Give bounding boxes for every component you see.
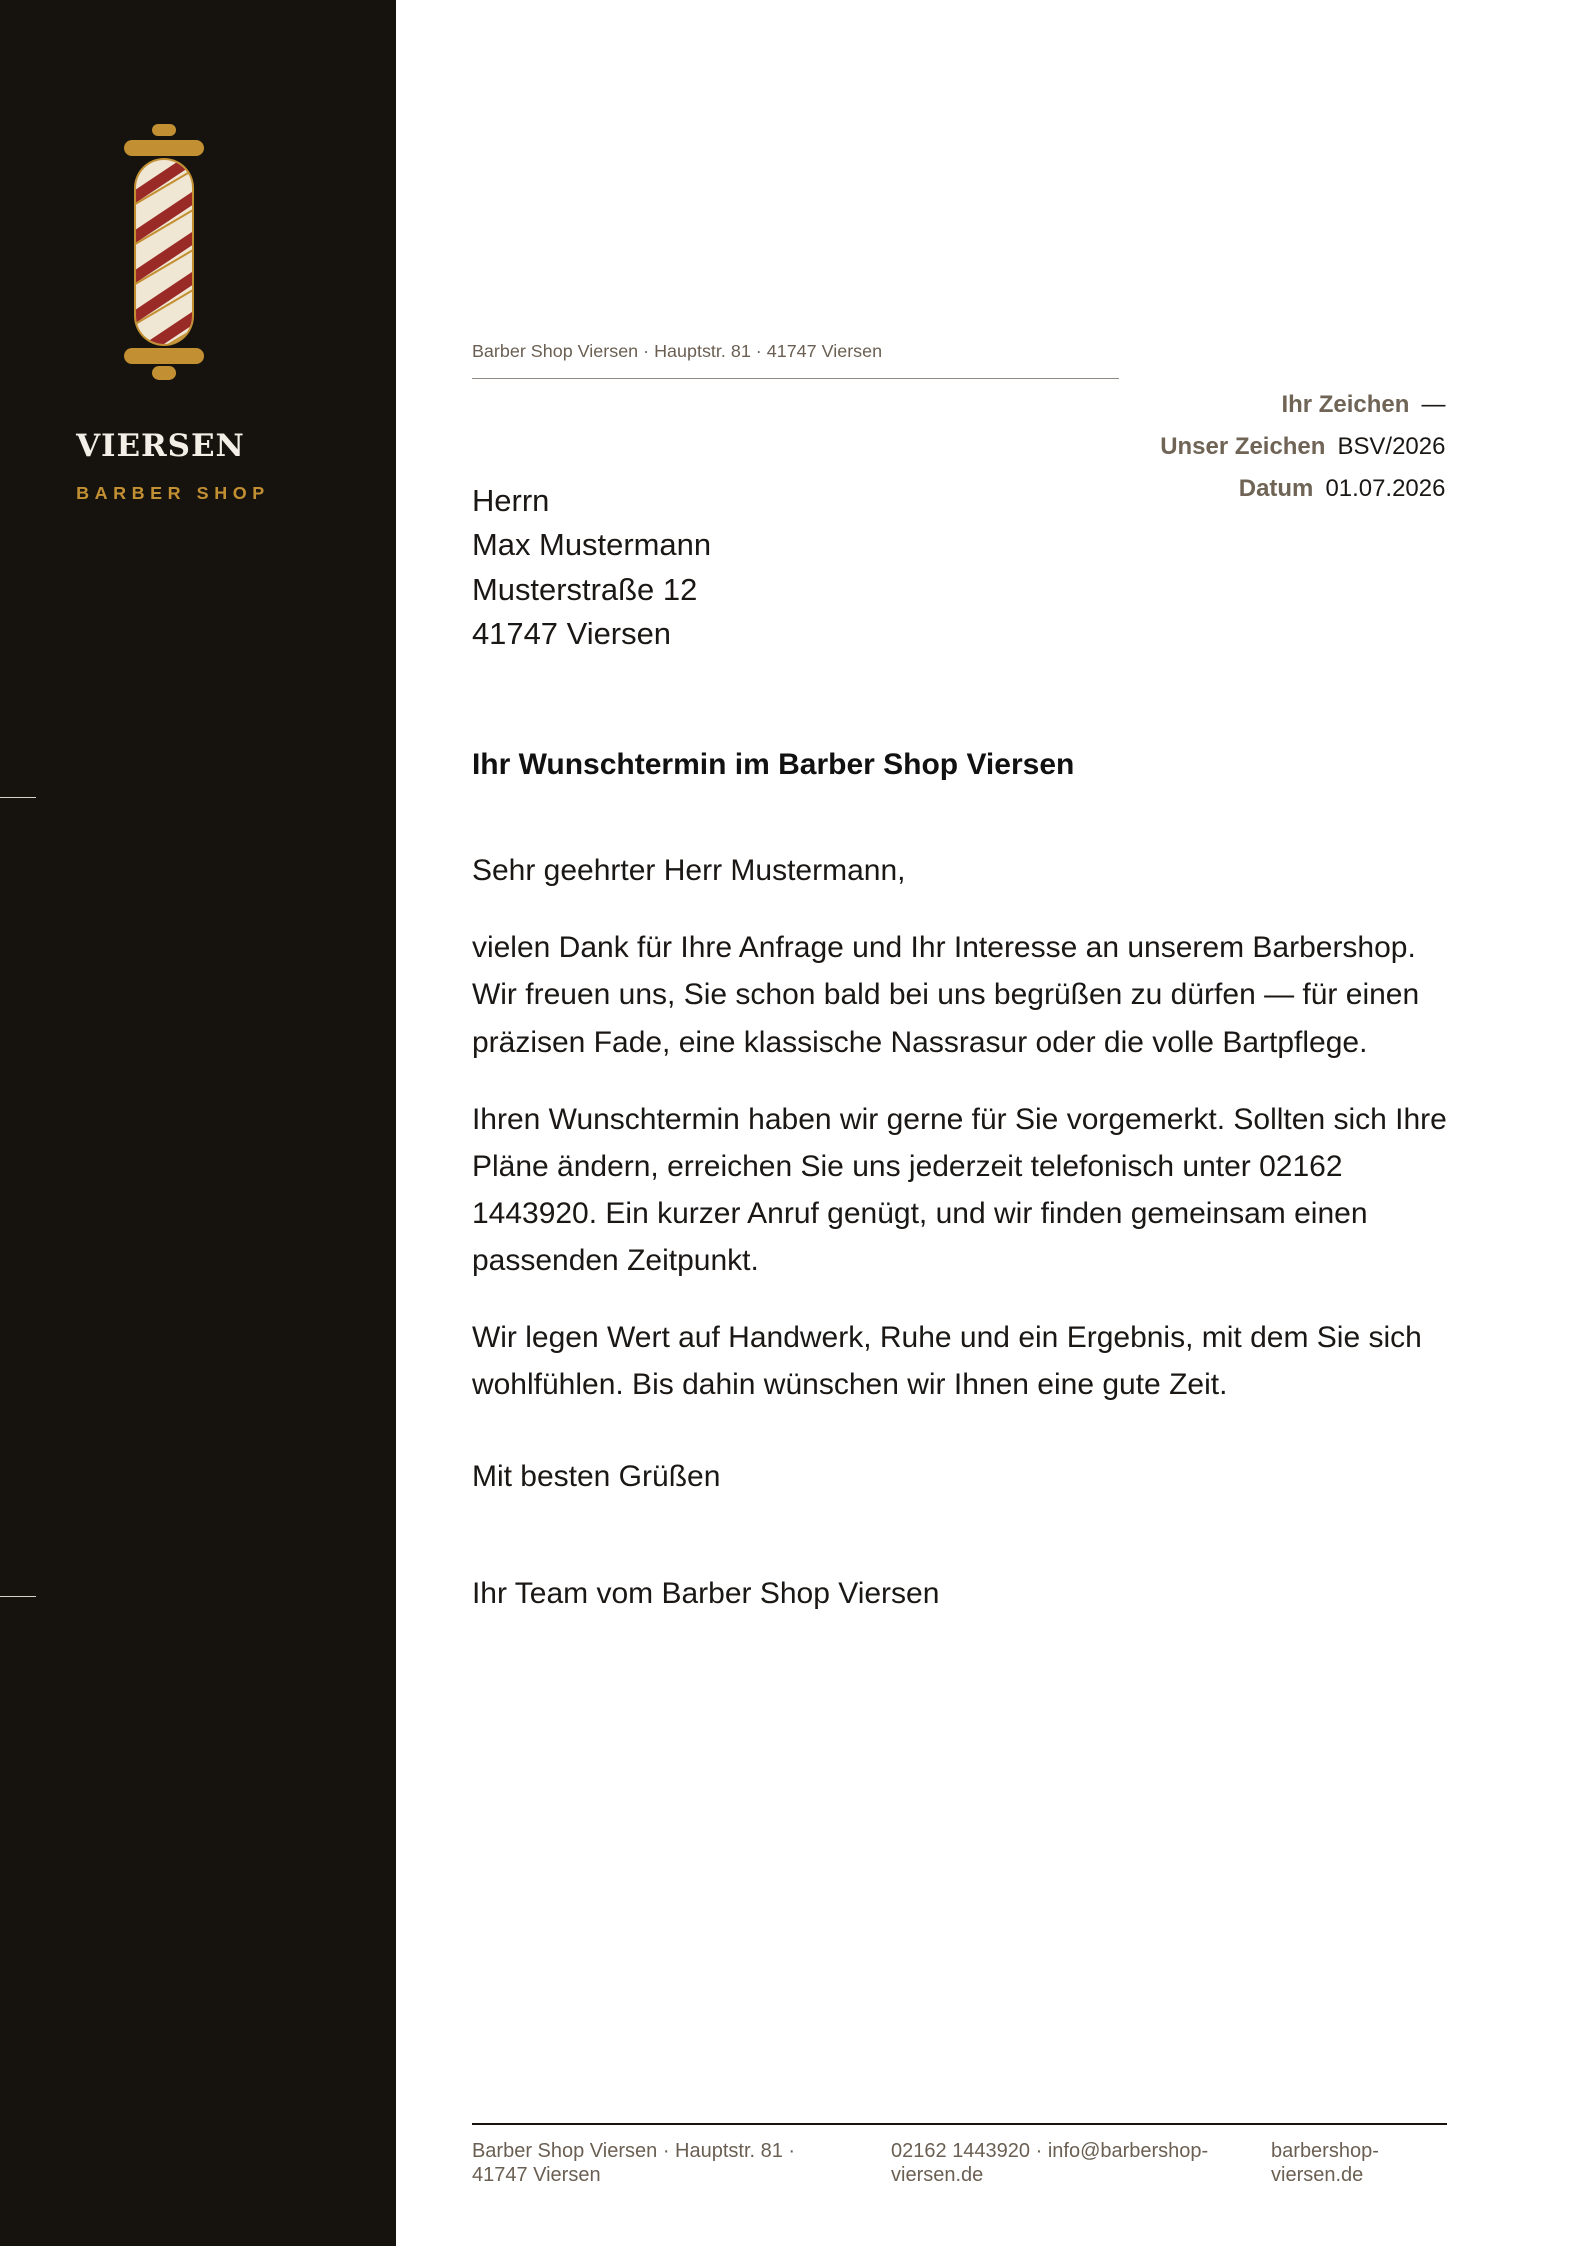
reference-block [1160, 384, 1445, 510]
barber-pole-icon [124, 124, 204, 380]
footer-address: Barber Shop Viersen · Hauptstr. 81 · 41747 Viersen [471, 2139, 796, 2186]
paragraph: Ihren Wunschtermin haben wir gerne für Sie vorgemerkt. Sollten sich Ihre Pläne ändern, erreichen Sie uns jederzeit telefonisch unter 02162 1443920. Ein kurzer Anruf genügt, und wir finden gemeinsam einen passenden Zeitpunkt. [471, 1102, 1447, 1278]
unser-zeichen-row [1160, 426, 1445, 468]
recipient-address [472, 479, 711, 657]
letter-body [472, 847, 1449, 1647]
datum-label: Datum [1238, 474, 1314, 502]
recipient-street: Musterstraße 12 [471, 571, 698, 607]
recipient-salutation: Herrn [471, 482, 550, 518]
paragraph: Wir legen Wert auf Handwerk, Ruhe und ein Ergebnis, mit dem Sie sich wohlfühlen. Bis dahin wünschen wir Ihnen eine gute Zeit. [471, 1321, 1422, 1402]
unser-zeichen-label: Unser Zeichen [1160, 432, 1326, 460]
brand-sidebar [0, 0, 396, 2246]
recipient-city: 41747 Viersen [471, 616, 672, 652]
footer-website: barbershop-viersen.de [1271, 2139, 1379, 2186]
signature: Ihr Team vom Barber Shop Viersen [471, 1576, 940, 1610]
datum-row [1160, 468, 1445, 510]
return-address: Barber Shop Viersen · Hauptstr. 81 · 41747 Viersen [472, 341, 1119, 380]
ihr-zeichen-row [1160, 384, 1445, 426]
unser-zeichen-value: BSV/2026 [1337, 432, 1446, 460]
brand-name: VIERSEN [76, 427, 245, 464]
paragraph: vielen Dank für Ihre Anfrage und Ihr Interesse an unserem Barbershop. Wir freuen uns, Sie schon bald bei uns begrüßen zu dürfen — für einen präzisen Fade, eine klassische Nassrasur oder die volle Bartpflege. [471, 931, 1420, 1059]
ihr-zeichen-value: — [1421, 390, 1446, 418]
fold-mark [0, 1596, 36, 1597]
closing: Mit besten Grüßen [471, 1459, 721, 1493]
footer-contact: 02162 1443920 · info@barbershop-viersen.de [891, 2139, 1209, 2186]
datum-value: 01.07.2026 [1325, 474, 1446, 502]
letter-subject: Ihr Wunschtermin im Barber Shop Viersen [471, 747, 1075, 781]
greeting: Sehr geehrter Herr Mustermann, [471, 854, 906, 888]
ihr-zeichen-label: Ihr Zeichen [1281, 390, 1410, 418]
recipient-name: Max Mustermann [471, 527, 712, 563]
brand-tagline: BARBER SHOP [76, 482, 270, 503]
fold-mark [0, 797, 36, 798]
footer-divider [472, 2123, 1447, 2125]
